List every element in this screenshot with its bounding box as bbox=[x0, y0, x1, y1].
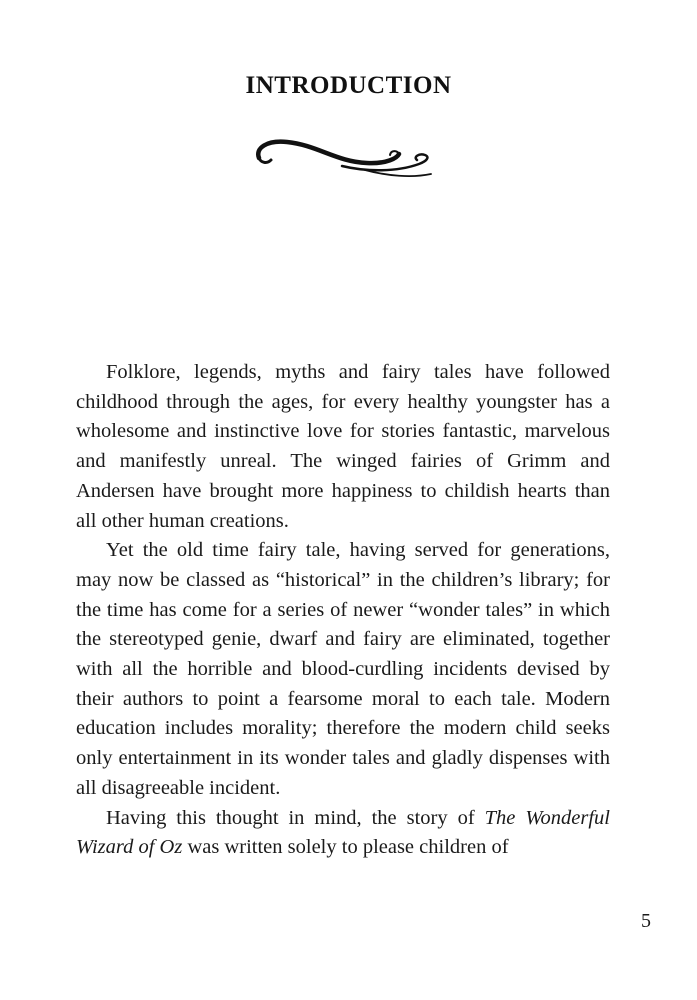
body-text bbox=[76, 358, 610, 863]
flourish-ornament-icon bbox=[247, 130, 437, 186]
paragraph bbox=[76, 804, 610, 863]
page-number: 5 bbox=[641, 910, 651, 932]
chapter-heading: INTRODUCTION bbox=[245, 72, 452, 99]
paragraph-text: Having this thought in mind, the story of bbox=[106, 806, 485, 829]
paragraph-text: was written solely to please children of bbox=[182, 836, 509, 859]
paragraph bbox=[76, 536, 610, 803]
paragraph-text: Folklore, legends, myths and fairy tales have followed childhood through the ages, for every healthy youngster has a wholesome and instinctive love for stories fantastic, marvelous and manifestly unreal. The winged fairies of Grimm and Andersen have brought more happiness to childish hearts than all other human creations. bbox=[76, 361, 610, 532]
paragraph bbox=[76, 358, 610, 536]
book-title-italic: The Wonderful Wizard of Oz bbox=[76, 806, 610, 859]
paragraph-text: Yet the old time fairy tale, having served for generations, may now be classed as “historical” in the children’s library; for the time has come for a series of newer “wonder tales” in which the stereotyped genie, dwarf and fairy are eliminated, together with all the horrible and blood-curdling incidents devised by their authors to point a fearsome moral to each tale. Modern education includes morality; therefore the modern child seeks only entertainment in its wonder tales and gladly dispenses with all disagreeable incident. bbox=[76, 539, 610, 799]
